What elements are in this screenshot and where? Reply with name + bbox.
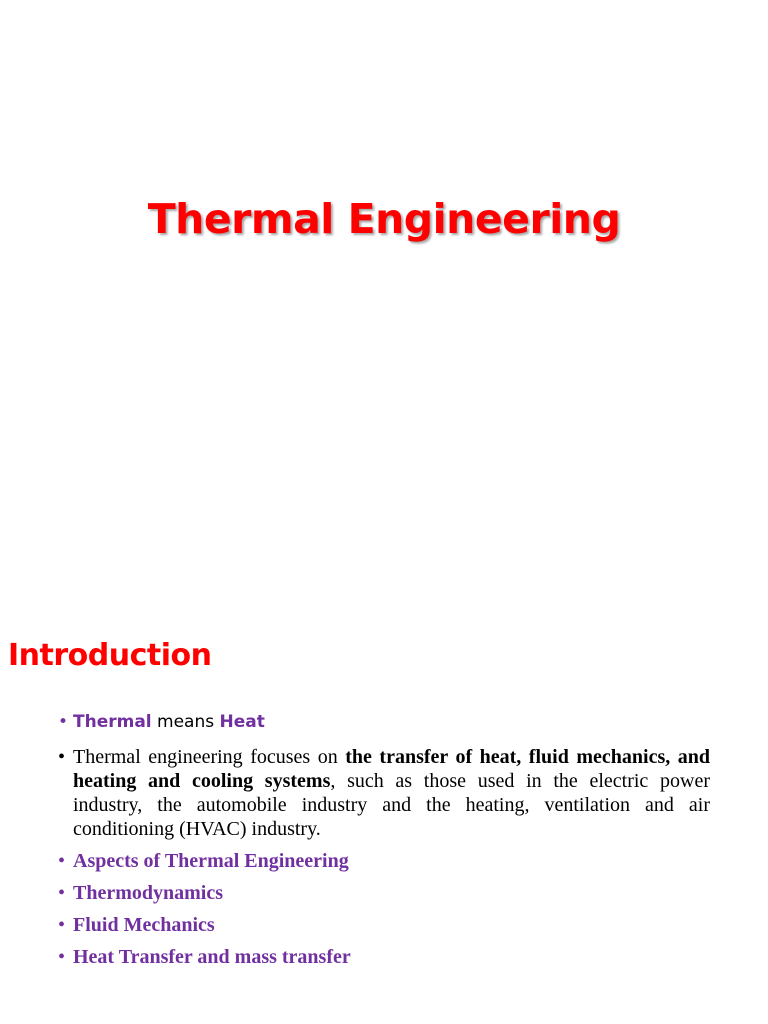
item-text: Fluid Mechanics: [73, 914, 215, 936]
bullet-dot: •: [58, 946, 66, 968]
bullet-item-aspects: [58, 849, 710, 873]
bullet-dot: •: [58, 712, 69, 732]
item-text: Heat Transfer and mass transfer: [73, 946, 351, 968]
bullet-item-fluid-mechanics: [58, 913, 710, 937]
connector-text: means: [151, 712, 220, 732]
bullet-dot: •: [58, 882, 66, 904]
item-text: Aspects of Thermal Engineering: [73, 850, 349, 872]
slide-heading: Introduction: [8, 637, 212, 673]
bullet-item-thermodynamics: [58, 881, 710, 905]
definition-lead: Thermal engineering focuses on: [73, 746, 346, 768]
definition-emphasis: the transfer of heat, fluid mechanics, and heating and cooling systems: [73, 746, 710, 792]
bullet-item-heat-transfer: [58, 945, 710, 969]
term-thermal: Thermal: [73, 712, 152, 732]
definition-rest: , such as those used in the electric power industry, the automobile industry and the heating, ventilation and air conditioning (HVAC) industry.: [73, 770, 710, 840]
term-heat: Heat: [219, 712, 265, 732]
bullet-dot: •: [58, 746, 66, 768]
introduction-slide: [0, 575, 768, 1024]
bullet-definition: [58, 745, 710, 841]
bullet-list: [58, 708, 710, 969]
slide-title: Thermal Engineering: [147, 195, 621, 244]
item-text: Thermodynamics: [73, 882, 223, 904]
bullet-thermal-means-heat: [58, 708, 710, 736]
bullet-dot: •: [58, 914, 66, 936]
bullet-dot: •: [58, 850, 66, 872]
